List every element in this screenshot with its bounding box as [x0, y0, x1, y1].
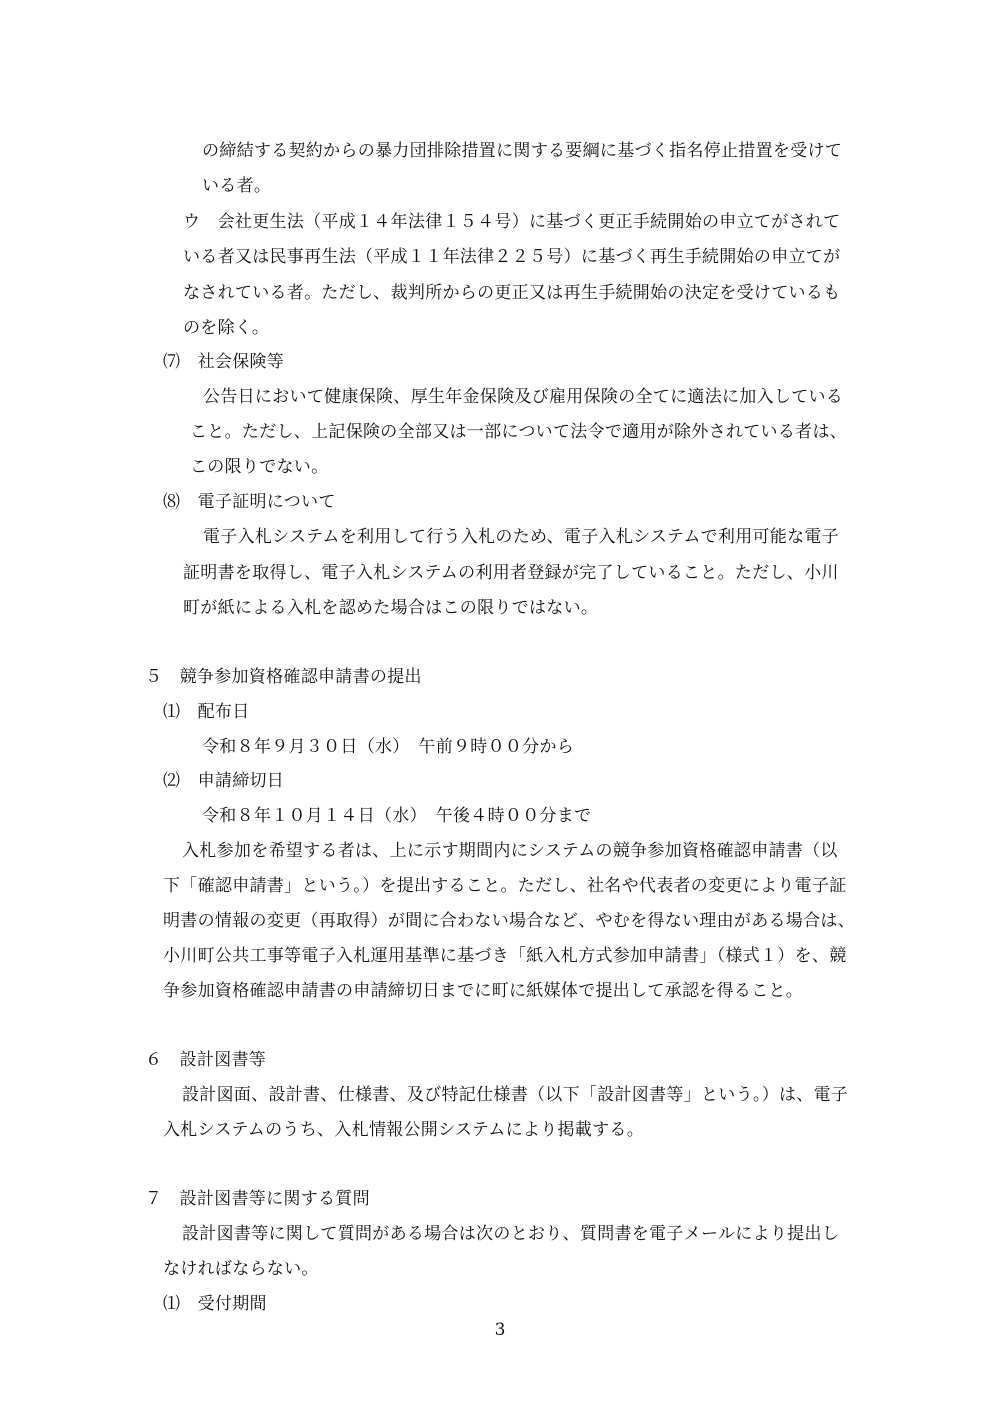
section-heading: ６ 設計図書等 [145, 1050, 267, 1070]
text-line: 入札参加を希望する者は、上に示す期間内にシステムの競争参加資格確認申請書（以 [182, 841, 838, 861]
text-line: 小川町公共工事等電子入札運用基準に基づき「紙入札方式参加申請書」（様式１）を、競 [163, 946, 847, 966]
text-line: この限りでない。 [190, 457, 329, 477]
text-line: ウ 会社更生法（平成１４年法律１５４号）に基づく更正手続開始の申立てがされて [183, 212, 841, 232]
text-line: 電子入札システムを利用して行う入札のため、電子入札システムで利用可能な電子 [203, 527, 840, 547]
text-line: 公告日において健康保険、厚生年金保険及び雇用保険の全てに適法に加入している [203, 387, 844, 407]
text-line: 下「確認申請書」という。）を提出すること。ただし、社名や代表者の変更により電子証 [163, 876, 847, 896]
page-number: 3 [494, 1320, 506, 1340]
subsection-heading: ⑺ 社会保険等 [163, 352, 285, 372]
date-line: 令和８年１０月１４日（水） 午後４時００分まで [202, 806, 592, 826]
text-line: 明書の情報の変更（再取得）が間に合わない場合など、やむを得ない理由がある場合は、 [163, 911, 855, 931]
text-line: いる者。 [202, 176, 272, 196]
subsection-heading: ⑴ 配布日 [163, 702, 250, 722]
date-line: 令和８年９月３０日（水） 午前９時００分から [202, 737, 575, 757]
text-line: 設計図書等に関して質問がある場合は次のとおり、質問書を電子メールにより提出し [182, 1224, 840, 1244]
subsection-heading: ⑵ 申請締切日 [163, 771, 285, 791]
subsection-heading: ⑻ 電子証明について [163, 492, 336, 512]
text-line: なければならない。 [163, 1259, 319, 1279]
text-line: のを除く。 [183, 318, 270, 338]
text-line: なされている者。ただし、裁判所からの更正又は再生手続開始の決定を受けているも [183, 283, 841, 303]
text-line: 設計図面、設計書、仕様書、及び特記仕様書（以下「設計図書等」という。）は、電子 [182, 1085, 849, 1105]
text-line: 町が紙による入札を認めた場合はこの限りではない。 [183, 598, 599, 618]
text-line: 争参加資格確認申請書の申請締切日までに町に紙媒体で提出して承認を得ること。 [163, 981, 804, 1001]
section-heading: ７ 設計図書等に関する質問 [145, 1189, 370, 1209]
text-line: 証明書を取得し、電子入札システムの利用者登録が完了していること。ただし、小川 [183, 563, 839, 583]
text-line: いる者又は民事再生法（平成１１年法律２２５号）に基づく再生手続開始の申立てが [183, 247, 841, 267]
text-line: こと。ただし、上記保険の全部又は一部について法令で適用が除外されている者は、 [190, 422, 848, 442]
text-line: 入札システムのうち、入札情報公開システムにより掲載する。 [163, 1120, 644, 1140]
section-heading: ５ 競争参加資格確認申請書の提出 [145, 667, 422, 687]
subsection-heading: ⑴ 受付期間 [163, 1294, 267, 1314]
text-line: の締結する契約からの暴力団排除措置に関する要綱に基づく指名停止措置を受けて [202, 141, 843, 161]
